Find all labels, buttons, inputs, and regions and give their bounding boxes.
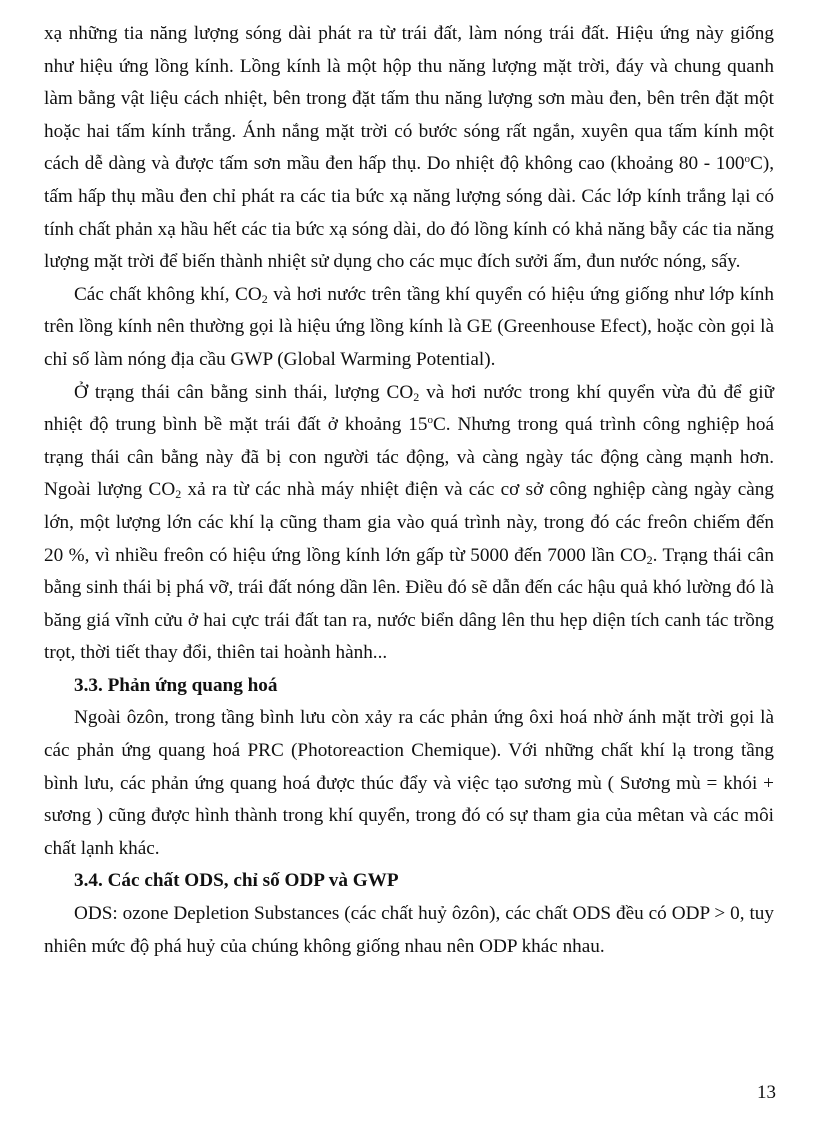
paragraph-photochemical-reactions: Ngoài ôzôn, trong tầng bình lưu còn xảy ra các phản ứng ôxi hoá nhờ ánh mặt trời gọi là các phản ứng quang hoá PRC (Photoreaction Chemique). Với những chất khí lạ trong tầng bình lưu, các phản ứng quang hoá được thúc đẩy và việc tạo sương mù ( Sương mù = khói + sương ) cũng được hình thành trong khí quyển, trong đó có sự tham gia của mêtan và các môi chất lạnh khác. <box>44 707 774 859</box>
section-heading-3-4: 3.4. Các chất ODS, chỉ số ODP và GWP <box>74 870 399 892</box>
document-page <box>44 18 774 963</box>
paragraph-greenhouse-effect: xạ những tia năng lượng sóng dài phát ra từ trái đất, làm nóng trái đất. Hiệu ứng này giống như hiệu ứng lồng kính. Lồng kính là một hộp thu năng lượng mặt trời, đáy và chung quanh làm bằng vật liệu cách nhiệt, bên trong đặt tấm thu năng lượng sơn màu đen, bên trên đặt một hoặc hai tấm kính trắng. Ánh nắng mặt trời có bước sóng rất ngắn, xuyên qua tấm kính một cách dễ dàng và được tấm sơn mầu đen hấp thụ. Do nhiệt độ không cao (khoảng 80 - 100$^o$C), tấm hấp thụ mầu đen chỉ phát ra các tia bức xạ năng lượng sóng dài. Các lớp kính trắng lại có tính chất phản xạ hầu hết các tia bức xạ sóng dài, do đó lồng kính có khả năng bẫy các tia năng lượng mặt trời để biến thành nhiệt sử dụng cho các mục đích sưởi ấm, đun nước nóng, sấy. <box>44 23 774 273</box>
section-heading-3-3: 3.3. Phản ứng quang hoá <box>74 674 278 696</box>
paragraph-greenhouse-gases: Các chất không khí, $CO_2$ và hơi nước trên tầng khí quyển có hiệu ứng giống như lớp kính trên lồng kính nên thường gọi là hiệu ứng lồng kính là GE (Greenhouse Efect), hoặc còn gọi là chỉ số làm nóng địa cầu GWP (Global Warming Potential). <box>44 283 774 370</box>
paragraph-ods-definition: ODS: ozone Depletion Substances (các chất huỷ ôzôn), các chất ODS đều có ODP > 0, tuy nhiên mức độ phá huỷ của chúng không giống nhau nên ODP khác nhau. <box>44 903 774 957</box>
paragraph-ecological-balance: Ở trạng thái cân bằng sinh thái, lượng $CO_2$ và hơi nước trong khí quyển vừa đủ để giữ nhiệt độ trung bình bề mặt trái đất ở khoảng 15$^o$C. Nhưng trong quá trình công nghiệp hoá trạng thái cân bằng này đã bị con người tác động, và càng ngày tác động càng mạnh hơn. Ngoài lượng $CO_2$ xả ra từ các nhà máy nhiệt điện và các cơ sở công nghiệp càng ngày càng lớn, một lượng lớn các khí lạ cũng tham gia vào quá trình này, trong đó các freôn chiếm đến 20 %, vì nhiều freôn có hiệu ứng lồng kính lớn gấp từ 5000 đến 7000 lần $CO_2$. Trạng thái cân bằng sinh thái bị phá vỡ, trái đất nóng dần lên. Điều đó sẽ dẫn đến các hậu quả khó lường đó là băng giá vĩnh cửu ở hai cực trái đất tan ra, nước biển dâng lên thu hẹp diện tích canh tác trồng trọt, thời tiết thay đổi, thiên tai hoành hành... <box>44 381 774 664</box>
page-number: 13 <box>757 1082 776 1103</box>
